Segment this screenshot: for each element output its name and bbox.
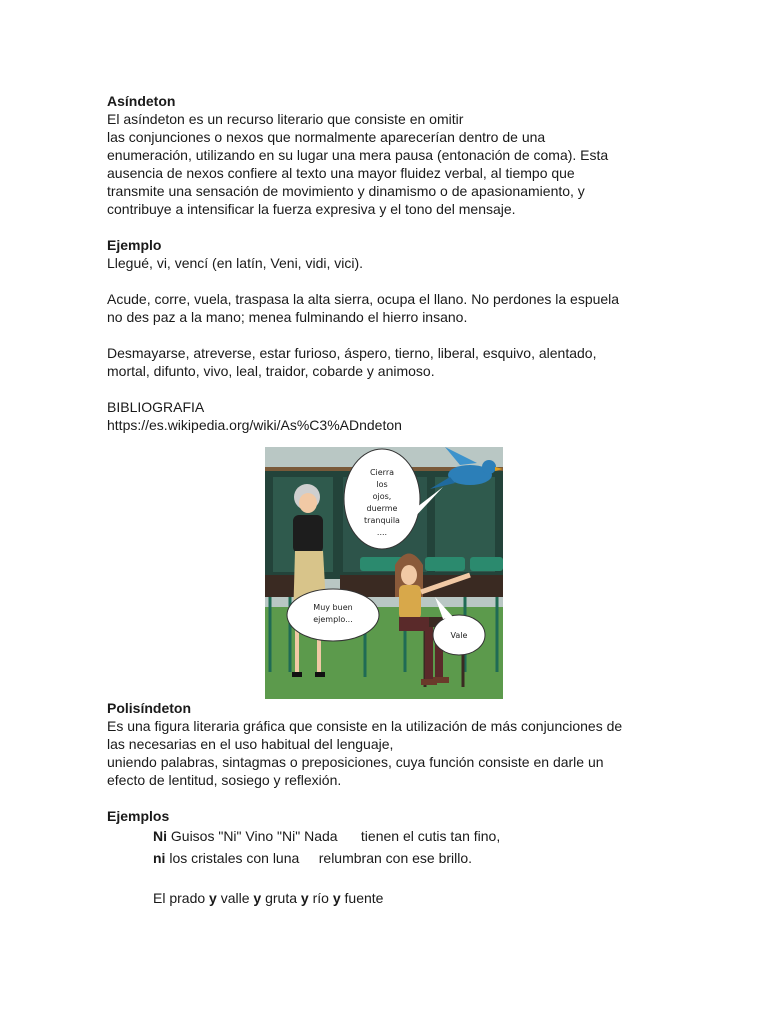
polisindeton-line: efecto de lentitud, sosiego y reflexión. <box>107 772 342 788</box>
ejemplos-line-3 <box>107 889 667 907</box>
document-page <box>107 92 667 434</box>
bubble-top-line: .... <box>376 528 388 537</box>
bubble-top-line: Cierra <box>369 468 395 477</box>
bibliografia-url: https://es.wikipedia.org/wiki/As%C3%ADndeton <box>107 417 402 433</box>
bold-conjunction: y <box>332 890 341 906</box>
bubble-top-line: duerme <box>366 504 398 513</box>
bubble-top-line: ojos, <box>372 492 392 501</box>
asindeton-heading: Asíndeton <box>107 93 176 109</box>
polisindeton-line: Es una figura literaria gráfica que consiste en la utilización de más conjunciones de <box>107 718 623 734</box>
ejemplo-line: Desmayarse, atreverse, estar furioso, áspero, tierno, liberal, esquivo, alentado, <box>107 345 597 361</box>
example-text: río <box>308 890 333 906</box>
ejemplo-heading: Ejemplo <box>107 237 162 253</box>
ejemplos-heading: Ejemplos <box>107 808 170 824</box>
bubble-right-text: Vale <box>450 631 468 640</box>
asindeton-line: El asíndeton es un recurso literario que consiste en omitir <box>107 111 464 127</box>
example-text: El prado <box>153 890 210 906</box>
example-text: fuente <box>340 890 384 906</box>
asindeton-line: las conjunciones o nexos que normalmente aparecerían dentro de una <box>107 129 546 145</box>
ejemplo-line: Llegué, vi, vencí (en latín, Veni, vidi, vici). <box>107 255 364 271</box>
example-text: los cristales con luna relumbran con ese brillo. <box>165 850 473 866</box>
ejemplo-line: Acude, corre, vuela, traspasa la alta sierra, ocupa el llano. No perdones la espuela <box>107 291 620 307</box>
asindeton-line: enumeración, utilizando en su lugar una mera pausa (entonación de coma). Esta <box>107 147 609 163</box>
asindeton-line: transmite una sensación de movimiento y dinamismo o de apasionamiento, y <box>107 183 585 199</box>
bold-conjunction: y <box>300 890 309 906</box>
bubble-left-line: Muy buen <box>313 603 353 612</box>
bubble-top-line: los <box>376 480 388 489</box>
ejemplos-line-1 <box>107 825 667 847</box>
bold-conjunction: ni <box>153 850 166 866</box>
bubble-top-line: tranquila <box>364 516 400 525</box>
asindeton-line: contribuye a intensificar la fuerza expresiva y el tono del mensaje. <box>107 201 516 217</box>
example-text: gruta <box>261 890 301 906</box>
polisindeton-line: uniendo palabras, sintagmas o preposiciones, cuya función consiste en darle un <box>107 754 604 770</box>
bubble-left-line: ejemplo... <box>313 615 353 624</box>
ejemplos-line-2 <box>107 847 667 869</box>
ejemplo-line: no des paz a la mano; menea fulminando el hierro insano. <box>107 309 468 325</box>
example-text: Guisos "Ni" Vino "Ni" Nada tienen el cutis tan fino, <box>167 828 501 844</box>
ejemplo-line: mortal, difunto, vivo, leal, traidor, cobarde y animoso. <box>107 363 435 379</box>
document-page-lower <box>107 699 667 907</box>
bold-conjunction: Ni <box>153 828 167 844</box>
polisindeton-line: las necesarias en el uso habitual del lenguaje, <box>107 736 394 752</box>
bold-conjunction: y <box>253 890 262 906</box>
asindeton-line: ausencia de nexos confiere al texto una mayor fluidez verbal, al tiempo que <box>107 165 575 181</box>
polisindeton-heading: Polisíndeton <box>107 700 191 716</box>
bibliografia-heading: BIBLIOGRAFIA <box>107 399 205 415</box>
example-text: valle <box>216 890 254 906</box>
comic-illustration <box>265 447 503 699</box>
bold-conjunction: y <box>209 890 217 906</box>
speech-bubble-left <box>287 589 379 641</box>
